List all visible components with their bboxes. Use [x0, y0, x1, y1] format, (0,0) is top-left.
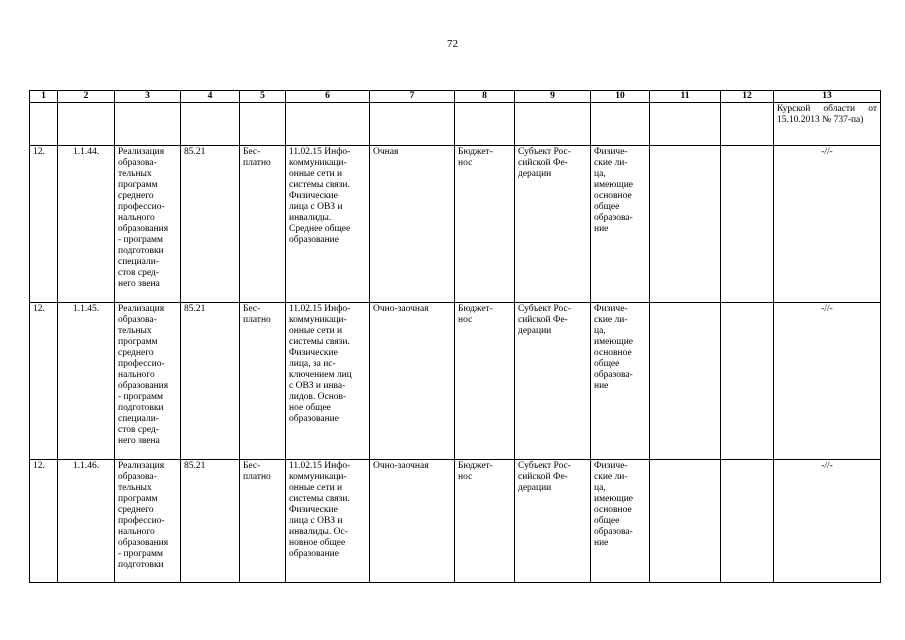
- table-row: [30, 460, 881, 583]
- empty-cell: [650, 303, 721, 460]
- column-number-row: [30, 91, 881, 103]
- column-number: 11: [650, 91, 721, 103]
- service-code: 1.1.44.: [58, 146, 115, 303]
- okved-code: 85.21: [181, 146, 240, 303]
- ditto-mark: -//-: [774, 146, 881, 303]
- service-code: 1.1.45.: [58, 303, 115, 460]
- finance-source: Бюджет- нос: [458, 304, 493, 325]
- authority-level: Субъект Рос- сийской Фе- дерации: [518, 304, 571, 336]
- consumers: Физиче- ские ли- ца, имеющие основное общее образова- ние: [594, 461, 634, 548]
- column-number: 10: [591, 91, 650, 103]
- page-number: 72: [447, 38, 458, 50]
- consumers: Физиче- ские ли- ца, имеющие основное общее образова- ние: [594, 147, 634, 234]
- consumers: Физиче- ские ли- ца, имеющие основное общее образова- ние: [594, 304, 634, 391]
- authority-level: Субъект Рос- сийской Фе- дерации: [518, 147, 571, 179]
- service-name: Реализация образова- тельных программ среднего профессио- нального образования - программ подготовки специали- стов сред- него звена: [118, 147, 169, 289]
- payment-type: Бес- платно: [243, 147, 271, 168]
- column-number: 3: [115, 91, 181, 103]
- column-number: 7: [370, 91, 455, 103]
- ditto-mark: -//-: [774, 303, 881, 460]
- service-name: Реализация образова- тельных программ среднего профессио- нального образования - программ подготовки специали- стов сред- него звена: [118, 304, 169, 446]
- row-number: 12.: [30, 460, 58, 583]
- column-number: 6: [286, 91, 370, 103]
- column-number: 2: [58, 91, 115, 103]
- column-number: 4: [181, 91, 240, 103]
- column-number: 12: [721, 91, 774, 103]
- service-name: Реализация образова- тельных программ среднего профессио- нального образования - программ подготовки: [118, 461, 169, 570]
- column-number: 9: [515, 91, 591, 103]
- row-number: 12.: [30, 146, 58, 303]
- okved-code: 85.21: [181, 460, 240, 583]
- okved-code: 85.21: [181, 303, 240, 460]
- continued-row: [30, 103, 881, 146]
- column-number: 8: [455, 91, 515, 103]
- services-table: [29, 90, 881, 583]
- payment-type: Бес- платно: [243, 461, 271, 482]
- finance-source: Бюджет- нос: [458, 147, 493, 168]
- authority-level: Субъект Рос- сийской Фе- дерации: [518, 461, 571, 493]
- delivery-form: Очно-заочная: [370, 460, 455, 583]
- service-content: 11.02.15 Инфо- коммуникаци- онные сети и системы связи. Физические лица с ОВЗ и инвалиды. Ос- новное общее образование: [289, 461, 351, 559]
- legal-reference-cell: Курской области от 15.10.2013 № 737-па): [774, 103, 881, 146]
- table-row: [30, 303, 881, 460]
- empty-cell: [721, 146, 774, 303]
- column-number: 5: [240, 91, 286, 103]
- payment-type: Бес- платно: [243, 304, 271, 325]
- delivery-form: Очно-заочная: [370, 303, 455, 460]
- finance-source: Бюджет- нос: [458, 461, 493, 482]
- empty-cell: [721, 460, 774, 583]
- service-content: 11.02.15 Инфо- коммуникаци- онные сети и системы связи. Физические лица, за ис- ключением лиц с ОВЗ и инва- лидов. Основ- ное общее образование: [289, 304, 352, 424]
- column-number: 13: [774, 91, 881, 103]
- table-row: [30, 146, 881, 303]
- service-content: 11.02.15 Инфо- коммуникаци- онные сети и системы связи. Физические лица с ОВЗ и инвалиды. Среднее общее образование: [289, 147, 351, 245]
- service-code: 1.1.46.: [58, 460, 115, 583]
- row-number: 12.: [30, 303, 58, 460]
- ditto-mark: -//-: [774, 460, 881, 583]
- empty-cell: [650, 146, 721, 303]
- empty-cell: [721, 303, 774, 460]
- empty-cell: [650, 460, 721, 583]
- column-number: 1: [30, 91, 58, 103]
- delivery-form: Очная: [370, 146, 455, 303]
